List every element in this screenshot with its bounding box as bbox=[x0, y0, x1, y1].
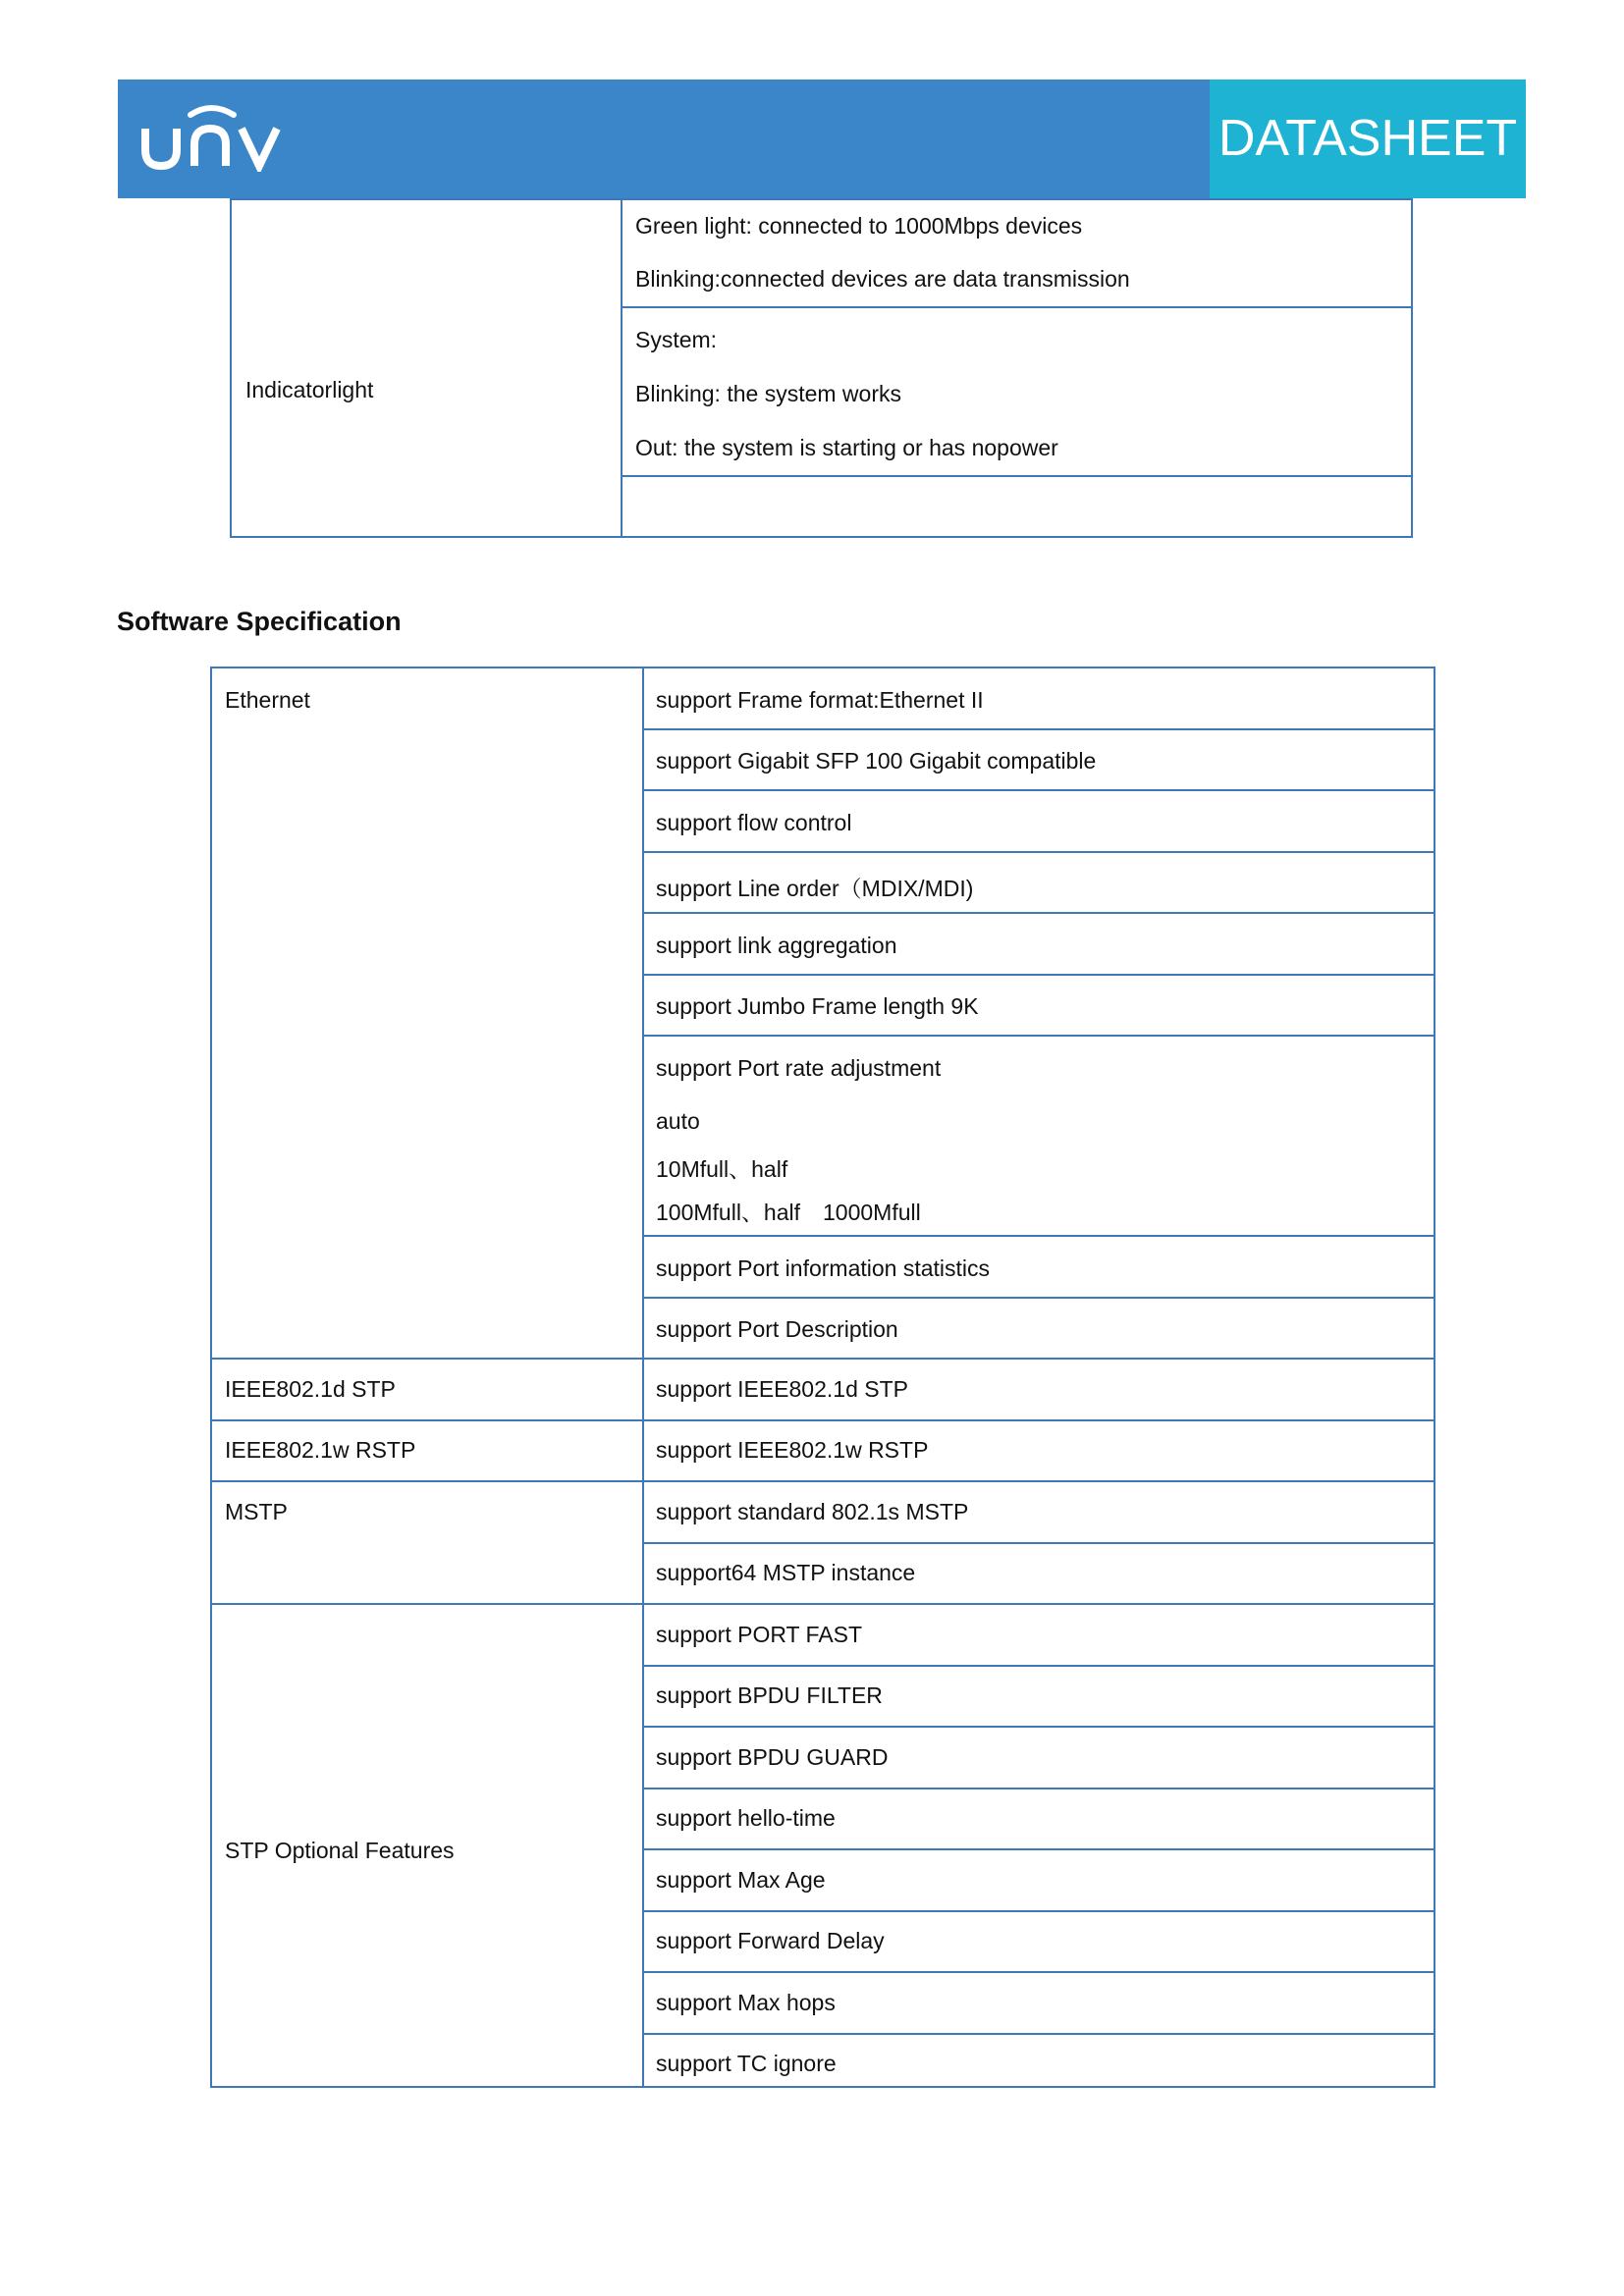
row-divider bbox=[642, 1848, 1434, 1850]
spec-item: support IEEE802.1d STP bbox=[656, 1376, 908, 1402]
spec-item: support Forward Delay bbox=[656, 1928, 885, 1953]
row-divider bbox=[642, 1035, 1434, 1037]
spec-item: support PORT FAST bbox=[656, 1622, 863, 1647]
spec-item: support link aggregation bbox=[656, 933, 897, 958]
category-rstp: IEEE802.1w RSTP bbox=[225, 1437, 416, 1463]
rate-option: 100Mfull、half 1000Mfull bbox=[656, 1200, 921, 1225]
spec-item: support Max hops bbox=[656, 1990, 836, 2015]
row-divider bbox=[642, 728, 1434, 730]
row-divider bbox=[642, 789, 1434, 791]
section-title: Software Specification bbox=[117, 607, 402, 636]
rate-option: auto bbox=[656, 1108, 700, 1134]
spec-item: support BPDU FILTER bbox=[656, 1682, 883, 1708]
spec-item: support IEEE802.1w RSTP bbox=[656, 1437, 929, 1463]
indicator-label-cell bbox=[232, 200, 623, 536]
indicator-label: Indicatorlight bbox=[245, 377, 374, 402]
spec-item: support Port rate adjustment bbox=[656, 1055, 942, 1081]
indicator-text: System: bbox=[635, 327, 718, 352]
category-divider bbox=[212, 1480, 1434, 1482]
row-divider bbox=[642, 2033, 1434, 2035]
spec-item: support TC ignore bbox=[656, 2051, 837, 2076]
indicator-cell-empty bbox=[623, 477, 1411, 538]
row-divider bbox=[642, 1235, 1434, 1237]
row-divider bbox=[642, 912, 1434, 914]
indicator-text: Blinking:connected devices are data transmission bbox=[635, 266, 1130, 292]
category-divider bbox=[212, 1419, 1434, 1421]
category-stp-optional: STP Optional Features bbox=[225, 1838, 455, 1863]
category-ethernet: Ethernet bbox=[225, 687, 310, 713]
indicator-cell-link bbox=[623, 200, 1411, 308]
row-divider bbox=[642, 851, 1434, 853]
column-divider bbox=[642, 668, 644, 2086]
unv-logo bbox=[139, 103, 287, 172]
indicator-text: Green light: connected to 1000Mbps devices bbox=[635, 213, 1083, 239]
row-divider bbox=[642, 974, 1434, 976]
row-divider bbox=[642, 1665, 1434, 1667]
spec-item: support Line order（MDIX/MDI) bbox=[656, 876, 974, 901]
row-divider bbox=[642, 1297, 1434, 1299]
category-divider bbox=[212, 1603, 1434, 1605]
indicator-text: Blinking: the system works bbox=[635, 381, 901, 406]
category-divider bbox=[212, 1358, 1434, 1360]
spec-item: support64 MSTP instance bbox=[656, 1560, 916, 1585]
spec-item: support Jumbo Frame length 9K bbox=[656, 993, 979, 1019]
row-divider bbox=[642, 1910, 1434, 1912]
row-divider bbox=[642, 1726, 1434, 1728]
spec-item: support Port Description bbox=[656, 1316, 898, 1342]
spec-item: support Port information statistics bbox=[656, 1255, 991, 1281]
spec-item: support Frame format:Ethernet II bbox=[656, 687, 984, 713]
spec-item: support standard 802.1s MSTP bbox=[656, 1499, 969, 1524]
indicator-table bbox=[230, 198, 1413, 538]
spec-item: support Max Age bbox=[656, 1867, 826, 1893]
rate-option: 10Mfull、half bbox=[656, 1156, 788, 1182]
indicator-text: Out: the system is starting or has nopower bbox=[635, 435, 1058, 460]
software-spec-table bbox=[210, 667, 1435, 2088]
category-stp: IEEE802.1d STP bbox=[225, 1376, 396, 1402]
indicator-cell-system bbox=[623, 308, 1411, 477]
row-divider bbox=[642, 1788, 1434, 1789]
category-mstp: MSTP bbox=[225, 1499, 288, 1524]
spec-item: support hello-time bbox=[656, 1805, 836, 1831]
spec-item: support BPDU GUARD bbox=[656, 1744, 889, 1770]
row-divider bbox=[642, 1971, 1434, 1973]
spec-item: support flow control bbox=[656, 810, 852, 835]
header-banner bbox=[118, 80, 1526, 198]
datasheet-label: DATASHEET bbox=[1210, 80, 1526, 198]
row-divider bbox=[642, 1542, 1434, 1544]
spec-item: support Gigabit SFP 100 Gigabit compatible bbox=[656, 748, 1097, 774]
